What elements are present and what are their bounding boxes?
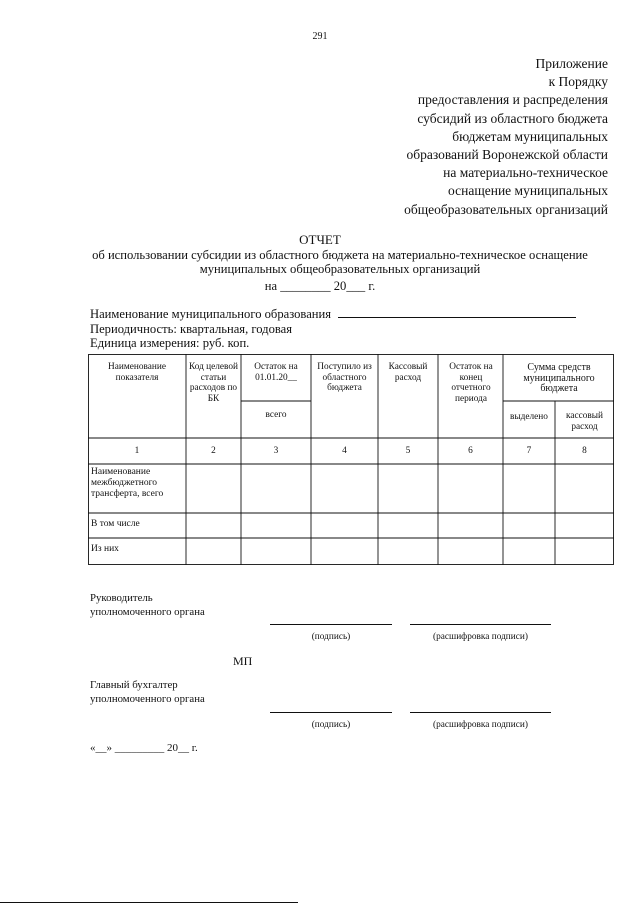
header-allocated: выделено: [510, 412, 548, 422]
report-table: [88, 354, 614, 565]
header-municipal-funds: Сумма средств муниципального бюджета: [523, 362, 595, 395]
header-balance-start: Остаток на 01.01.20__: [254, 362, 298, 383]
appendix-line: Приложение: [535, 56, 608, 71]
column-number: 4: [342, 446, 347, 456]
column-number: 5: [405, 446, 411, 456]
report-subtitle: [60, 249, 620, 276]
header-cash-expense-municipal: кассовый расход: [565, 411, 603, 432]
head-signature-caption: (подпись): [311, 632, 351, 642]
header-budget-code: Код целевой статьи расходов по БК: [189, 362, 238, 404]
accountant-decode-caption: (расшифровка подписи): [433, 720, 528, 730]
column-number: 1: [134, 446, 140, 456]
column-number: 7: [526, 446, 532, 456]
signing-date: «__» _________ 20__ г.: [90, 742, 198, 754]
appendix-line: бюджетам муниципальных: [452, 128, 608, 144]
header-balance-total: всего: [265, 410, 287, 420]
head-signature-line: [270, 624, 392, 625]
table-row-label: Из них: [91, 544, 119, 554]
header-indicator-name: Наименование показателя: [108, 362, 166, 383]
column-number: 2: [211, 446, 216, 456]
report-info: [90, 306, 576, 351]
header-cash-expense: Кассовый расход: [388, 362, 428, 383]
report-date: на ________ 20___ г.: [264, 279, 376, 293]
municipality-label: Наименование муниципального образования: [90, 307, 332, 321]
accountant-title-line: уполномоченного органа: [90, 693, 205, 705]
accountant-title: [90, 678, 205, 706]
page-number: 291: [312, 31, 328, 42]
column-number: 6: [468, 446, 473, 456]
report-subtitle-line: муниципальных общеобразовательных организаций: [199, 261, 481, 276]
appendix-line: на материально-техническое: [443, 165, 608, 181]
column-number: 3: [273, 446, 279, 456]
header-balance-end: Остаток на конец отчетного периода: [449, 362, 493, 404]
appendix-line: субсидий из областного бюджета: [417, 110, 608, 126]
appendix-line: к Порядку: [548, 74, 608, 90]
periodicity: Периодичность: квартальная, годовая: [90, 321, 293, 336]
footer-divider: [0, 902, 298, 903]
table-row-label: Наименование межбюджетного трансферта, всего: [91, 467, 164, 499]
unit: Единица измерения: руб. коп.: [90, 336, 250, 350]
accountant-title-line: Главный бухгалтер: [90, 679, 178, 691]
head-decode-line: [410, 624, 551, 625]
stamp-place: МП: [233, 654, 253, 668]
accountant-signature-caption: (подпись): [311, 720, 351, 730]
appendix-block: [308, 55, 608, 219]
table-row-label: В том числе: [91, 519, 140, 529]
head-title-line: уполномоченного органа: [90, 606, 205, 618]
column-number: 8: [582, 446, 587, 456]
head-title: [90, 591, 205, 619]
accountant-decode-line: [410, 712, 551, 713]
head-decode-caption: (расшифровка подписи): [433, 632, 528, 642]
appendix-line: оснащение муниципальных: [448, 183, 608, 199]
municipality-blank: [338, 306, 576, 318]
accountant-signature-line: [270, 712, 392, 713]
appendix-line: предоставления и распределения: [417, 92, 608, 108]
header-received: Поступило из областного бюджета: [317, 362, 372, 394]
report-subtitle-line: об использовании субсидии из областного бюджета на материально-техническое оснащение: [92, 248, 588, 262]
report-title: ОТЧЕТ: [299, 232, 341, 247]
appendix-line: образований Воронежской области: [406, 147, 608, 163]
municipality-row: [90, 306, 576, 322]
appendix-line: общеобразовательных организаций: [404, 201, 608, 217]
head-title-line: Руководитель: [90, 592, 153, 604]
